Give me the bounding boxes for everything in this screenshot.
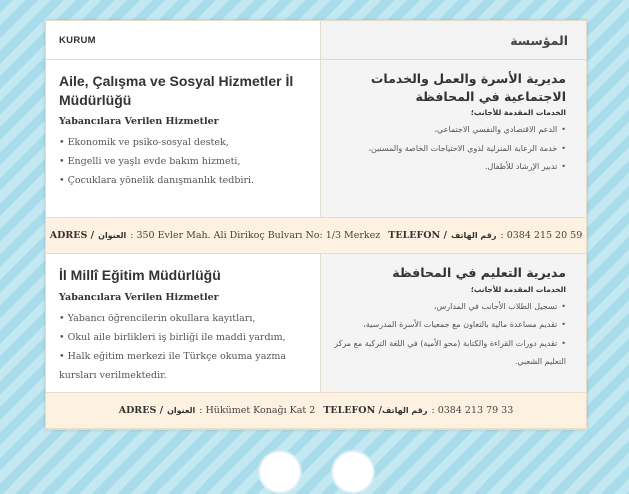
services-list-ar [331, 298, 566, 372]
phone-label-ar: رقم الهاتف [382, 406, 428, 415]
address-bar [46, 217, 586, 254]
service-item-tr: • Ekonomik ve psiko-sosyal destek, [59, 133, 312, 152]
service-item-tr: • Yabancı öğrencilerin okullara kayıtları, [59, 309, 312, 328]
institution-row [46, 254, 586, 392]
institution-tr-cell [46, 60, 321, 217]
address-value: : Hükümet Konağı Kat 2 [199, 405, 316, 416]
services-list-tr [59, 309, 312, 385]
address-value: : 350 Evler Mah. Ali Dirikoç Bulvarı No: 1/3 Merkez [130, 230, 381, 241]
service-item-ar: • الدعم الاقتصادي والنفسي الاجتماعي، [331, 121, 566, 140]
institution-name-tr: İl Millî Eğitim Müdürlüğü [59, 267, 221, 283]
services-list-ar [331, 121, 566, 177]
service-item-tr: • Halk eğitim merkezi ile Türkçe okuma yazma kursları verilmektedir. [59, 347, 312, 385]
address-label-tr: ADRES / [118, 405, 164, 416]
institution-name-ar: مديرية الأسرة والعمل والخدمات الاجتماعية في المحافظة [370, 71, 566, 104]
header-institution-tr: KURUM [46, 21, 321, 59]
service-item-tr: • Okul aile birlikleri iş birliği ile maddi yardım, [59, 328, 312, 347]
page-indicator-dot[interactable] [258, 450, 302, 494]
address-label-tr: ADRES / [49, 230, 95, 241]
services-title-tr: Yabancılara Verilen Hizmetler [59, 291, 219, 303]
institution-tr-cell [46, 254, 321, 392]
institution-ar-cell [321, 60, 586, 217]
institution-name-ar: مديرية التعليم في المحافظة [392, 265, 566, 280]
services-title-ar: الخدمات المقدمة للأجانب؛ [470, 284, 566, 294]
service-item-tr: • Engelli ve yaşlı evde bakım hizmeti, [59, 152, 312, 171]
phone-value: : 0384 213 79 33 [431, 405, 514, 416]
services-list-tr [59, 133, 312, 190]
service-item-ar: • تدبير الإرشاد للأطفال. [331, 158, 566, 177]
address-label-ar: العنوان [167, 406, 196, 415]
services-title-tr: Yabancılara Verilen Hizmetler [59, 116, 219, 127]
service-item-ar: • تقديم دورات القراءة والكتابة (محو الأمية) في اللغة التركية مع مركز التعليم الشعبي. [331, 335, 566, 372]
phone-label-tr: TELEFON / [323, 405, 383, 416]
institution-ar-cell [321, 254, 586, 392]
address-label-ar: العنوان [98, 231, 127, 240]
phone-value: : 0384 215 20 59 [500, 230, 583, 241]
institution-row [46, 60, 586, 217]
services-title-ar: الخدمات المقدمة للأجانب؛ [470, 108, 566, 117]
institutions-table [45, 20, 587, 430]
service-item-ar: • تقديم مساعدة مالية بالتعاون مع جمعيات الأسرة المدرسية، [331, 316, 566, 335]
institution-name-tr: Aile, Çalışma ve Sosyal Hizmetler İl Müdürlüğü [59, 73, 294, 108]
header-institution-ar: المؤسسة [321, 21, 586, 59]
page-indicator-dot[interactable] [331, 450, 375, 494]
service-item-tr: • Çocuklara yönelik danışmanlık tedbiri. [59, 171, 312, 190]
phone-label-tr: TELEFON / [388, 230, 448, 241]
table-header [46, 21, 586, 60]
service-item-ar: • خدمة الرعاية المنزلية لذوي الاحتياجات الخاصة والمسنين، [331, 140, 566, 159]
address-bar [46, 392, 586, 429]
phone-label-ar: رقم الهاتف [451, 231, 497, 240]
service-item-ar: • تسجيل الطلاب الأجانب في المدارس، [331, 298, 566, 317]
